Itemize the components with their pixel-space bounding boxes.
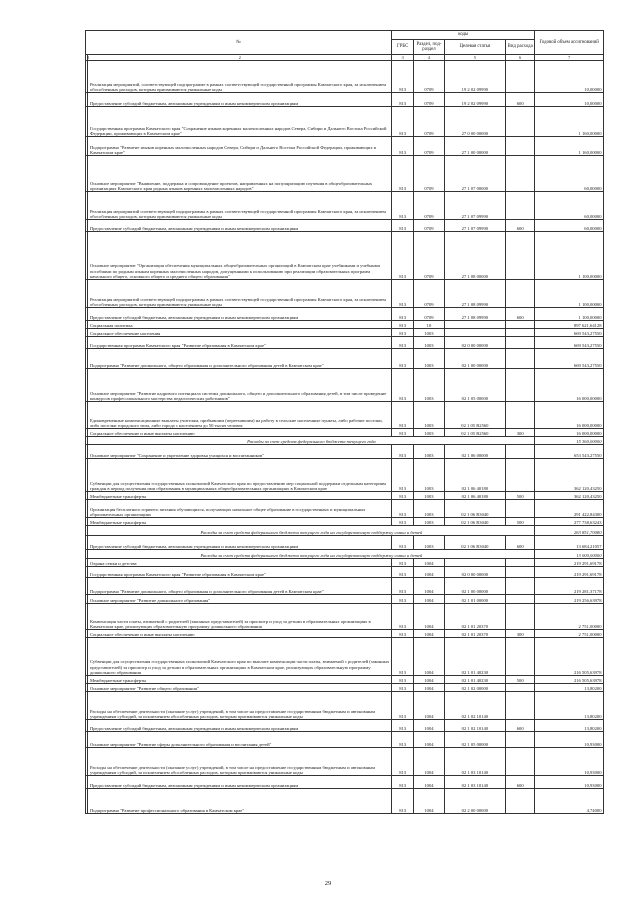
kind-cell xyxy=(505,349,534,369)
item-name: Социальное обеспечение и иные выплаты населению xyxy=(88,630,392,638)
item-name: Реализация мероприятий, соответствующей подпрограмме в рамках соответствующей государственной программы Камчатского края, за исключением обособленных расходов, которым присваиваются уникальные коды xyxy=(88,61,392,93)
amount-cell: 669 543,27550 xyxy=(535,329,604,337)
target-cell: 02 2 00 00000 xyxy=(444,789,505,814)
section-cell: 0709 xyxy=(414,156,445,192)
section-cell: 1004 xyxy=(414,638,445,676)
target-cell: 02 1 01 40230 xyxy=(444,676,505,684)
note-text: Расходы за счет средств федерального бюджета текущего года на государственную поддержку семьи и детей xyxy=(88,550,535,559)
table-note-row xyxy=(86,550,604,559)
grbs-cell: 813 xyxy=(392,604,414,630)
amount-cell: 16 000,00000 xyxy=(535,402,604,429)
amount-cell: 1 160,00000 xyxy=(535,137,604,156)
table-row xyxy=(86,445,604,459)
item-name: Межбюджетные трансферты xyxy=(88,492,392,500)
amount-cell: 13,80200 xyxy=(535,684,604,692)
header-kind: Вид расхода xyxy=(505,40,534,55)
table-row xyxy=(86,137,604,156)
kind-cell xyxy=(505,61,534,93)
item-name: Реализация мероприятий соответствующей подпрограммы в рамках соответствующей государственной программы Камчатского края, за исключением обособленных расходов, которым присваиваются уникальные коды xyxy=(88,192,392,220)
grbs-cell: 813 xyxy=(392,61,414,93)
table-row xyxy=(86,232,604,280)
target-cell: 02 1 02 00000 xyxy=(444,684,505,692)
section-cell: 1004 xyxy=(414,604,445,630)
kind-cell xyxy=(505,692,534,720)
section-cell: 0709 xyxy=(414,61,445,93)
amount-cell: 16 000,00000 xyxy=(535,429,604,437)
table-row xyxy=(86,492,604,500)
grbs-cell: 813 xyxy=(392,638,414,676)
item-name: Основное мероприятие "Развитие дошкольного образования" xyxy=(88,595,392,604)
kind-cell: 600 xyxy=(505,93,534,107)
item-name: Предоставление субсидий бюджетным, автономным учреждениям и иным некоммерческим организациям xyxy=(88,220,392,232)
target-cell xyxy=(444,321,505,329)
target-cell: 27 0 00 00000 xyxy=(444,107,505,137)
grbs-cell: 813 xyxy=(392,789,414,814)
table-header xyxy=(86,31,604,61)
item-name: Предоставление субсидий бюджетным, автономным учреждениям и иным некоммерческим организациям xyxy=(88,720,392,732)
item-name: Межбюджетные трансферты xyxy=(88,518,392,526)
section-cell: 0709 xyxy=(414,308,445,321)
table-row xyxy=(86,107,604,137)
grbs-cell: 813 xyxy=(392,192,414,220)
table-row xyxy=(86,789,604,814)
section-cell: 0709 xyxy=(414,280,445,308)
page-number: 29 xyxy=(324,880,332,887)
header-grbs: ГРБС xyxy=(392,40,414,55)
item-name: Единовременные компенсационные выплаты учителям, прибывшим (переехавшим) на работу в сельские населенные пункты, либо рабочие поселки, либо поселки городского типа, либо города с населением до 50 тысяч человек xyxy=(88,402,392,429)
amount-cell: 13 684,21057 xyxy=(535,536,604,550)
table-row xyxy=(86,692,604,720)
item-name: Предоставление субсидий бюджетным, автономным учреждениям и иным некоммерческим организациям xyxy=(88,93,392,107)
header-codes: коды xyxy=(392,31,535,40)
item-name: Предоставление субсидий бюджетным, автономным учреждениям и иным некоммерческим организациям xyxy=(88,776,392,789)
table-row xyxy=(86,349,604,369)
item-name: Компенсация части платы, взимаемой с родителей (законных представителей) за присмотр и уход за детьми в образовательных организациях в Камчатском крае, реализующих образовательную программу дошкольного образования xyxy=(88,604,392,630)
table-note-row xyxy=(86,526,604,536)
kind-cell: 600 xyxy=(505,536,534,550)
section-cell: 1003 xyxy=(414,429,445,437)
table-row xyxy=(86,720,604,732)
kind-cell xyxy=(505,748,534,776)
kind-cell: 600 xyxy=(505,308,534,321)
table-row xyxy=(86,308,604,321)
amount-cell: 362 120,43250 xyxy=(535,492,604,500)
note-text: Расходы за счет средств федерального бюджета текущего года на государственную поддержку семьи и детей xyxy=(88,526,535,536)
amount-cell: 362 120,43250 xyxy=(535,459,604,492)
item-name: Подпрограмма "Развитие дошкольного, общего образования и дополнительного образования детей в Камчатском крае" xyxy=(88,578,392,595)
amount-cell: 15 360,00000 xyxy=(535,437,604,445)
column-number: 7 xyxy=(535,55,604,61)
table-row xyxy=(86,748,604,776)
item-name: Подпрограмма "Развитие языков коренных малочисленных народов Севера, Сибири и Дальнего Востока Российской Федерации, проживающих в Камчатском крае" xyxy=(88,137,392,156)
table-row xyxy=(86,192,604,220)
column-number: 6 xyxy=(505,55,534,61)
grbs-cell: 813 xyxy=(392,369,414,402)
item-name: Основное мероприятие "Развитие общего образования" xyxy=(88,684,392,692)
grbs-cell: 813 xyxy=(392,220,414,232)
item-name: Субвенции для осуществления государственных полномочий Камчатского края по предоставлению мер социальной поддержки отдельным категориям граждан в период получения ими образования в муниципальных общеобразовательных организациях в Камчатском крае xyxy=(88,459,392,492)
table-row xyxy=(86,369,604,402)
amount-cell: 13,80200 xyxy=(535,692,604,720)
kind-cell xyxy=(505,369,534,402)
table-row xyxy=(86,220,604,232)
target-cell: 02 1 03 10140 xyxy=(444,776,505,789)
amount-cell: 291 422,84300 xyxy=(535,500,604,518)
kind-cell: 300 xyxy=(505,429,534,437)
item-name: Охрана семьи и детства xyxy=(88,559,392,567)
header-section: Раздел, под-раздел xyxy=(414,40,445,55)
section-cell: 1004 xyxy=(414,567,445,578)
item-name: Предоставление субсидий бюджетным, автономным учреждениям и иным некоммерческим организациям xyxy=(88,536,392,550)
amount-cell: 219 291,69178 xyxy=(535,559,604,567)
item-name: Расходы на обеспечение деятельности (оказание услуг) учреждений, в том числе на предоставление государственным бюджетным и автономным учреждениям субсидий, за исключением обособленных расходов, которым присваиваются уникальные коды xyxy=(88,748,392,776)
grbs-cell: 813 xyxy=(392,518,414,526)
amount-cell: 669 543,27550 xyxy=(535,349,604,369)
grbs-cell: 813 xyxy=(392,595,414,604)
item-name: Основное мероприятие "Сохранение и укрепление здоровья учащихся и воспитанников" xyxy=(88,445,392,459)
target-cell: 02 1 06 R3040 xyxy=(444,500,505,518)
grbs-cell: 813 xyxy=(392,732,414,748)
kind-cell xyxy=(505,567,534,578)
section-cell: 1004 xyxy=(414,776,445,789)
header-target: Целевая статья xyxy=(444,40,505,55)
amount-cell: 1 160,00000 xyxy=(535,107,604,137)
table-row xyxy=(86,630,604,638)
grbs-cell: 813 xyxy=(392,567,414,578)
grbs-cell: 813 xyxy=(392,720,414,732)
target-cell: 02 1 06 00000 xyxy=(444,445,505,459)
table-row xyxy=(86,61,604,93)
amount-cell: 10,93000 xyxy=(535,776,604,789)
grbs-cell: 813 xyxy=(392,280,414,308)
kind-cell xyxy=(505,595,534,604)
amount-cell: 1 100,00000 xyxy=(535,232,604,280)
grbs-cell: 813 xyxy=(392,500,414,518)
amount-cell: 216 505,63978 xyxy=(535,638,604,676)
table-row xyxy=(86,280,604,308)
kind-cell: 500 xyxy=(505,676,534,684)
table-row xyxy=(86,638,604,676)
kind-cell: 600 xyxy=(505,220,534,232)
target-cell: 27 1 07 09990 xyxy=(444,192,505,220)
section-cell: 1004 xyxy=(414,630,445,638)
target-cell xyxy=(444,329,505,337)
section-cell: 1003 xyxy=(414,349,445,369)
section-cell: 1003 xyxy=(414,337,445,349)
target-cell: 27 1 08 00000 xyxy=(444,232,505,280)
item-name: Основное мероприятие "Развитие сферы дополнительного образования и воспитания детей" xyxy=(88,732,392,748)
target-cell: 02 1 06 R3040 xyxy=(444,518,505,526)
target-cell: 02 1 06 40180 xyxy=(444,459,505,492)
kind-cell xyxy=(505,107,534,137)
column-number: 4 xyxy=(414,55,445,61)
target-cell: 02 1 01 20370 xyxy=(444,604,505,630)
section-cell: 1004 xyxy=(414,578,445,595)
column-number: 3 xyxy=(392,55,414,61)
target-cell: 02 1 05 R2560 xyxy=(444,402,505,429)
section-cell: 1003 xyxy=(414,329,445,337)
table-row xyxy=(86,676,604,684)
section-cell: 1004 xyxy=(414,789,445,814)
table-row xyxy=(86,500,604,518)
grbs-cell: 813 xyxy=(392,232,414,280)
item-name: Реализация мероприятий соответствующей подпрограммы в рамках соответствующей государственной программы Камчатского края, за исключением обособленных расходов, которым присваиваются уникальные коды xyxy=(88,280,392,308)
amount-cell: 2 751,00000 xyxy=(535,604,604,630)
table-row xyxy=(86,684,604,692)
target-cell: 02 1 01 00000 xyxy=(444,595,505,604)
target-cell: 27 1 08 09990 xyxy=(444,308,505,321)
table-row xyxy=(86,518,604,526)
section-cell: 1004 xyxy=(414,692,445,720)
target-cell: 02 1 02 10140 xyxy=(444,720,505,732)
section-cell: 0709 xyxy=(414,232,445,280)
table-row xyxy=(86,559,604,567)
section-cell: 0709 xyxy=(414,220,445,232)
column-number: 1 xyxy=(87,55,90,60)
table-row xyxy=(86,604,604,630)
table-row xyxy=(86,459,604,492)
item-name: Социальное обеспечение и иные выплаты населению xyxy=(88,429,392,437)
kind-cell xyxy=(505,156,534,192)
item-name: Основное мероприятие "Организация обеспечения муниципальных общеобразовательных организаций в Камчатском крае учебниками и учебными пособиями по родным языкам коренных малочисленных народов, допущенными к использованию при реализации образовательных программ начального общего, основного общего и среднего общего образования" xyxy=(88,232,392,280)
kind-cell xyxy=(505,321,534,329)
target-cell: 02 1 05 00000 xyxy=(444,369,505,402)
item-name: Государственная программа Камчатского края "Сохранение языков коренных малочисленных народов Севера, Сибири и Дальнего Востока Российской Федерации, проживающих в Камчатском крае" xyxy=(88,107,392,137)
item-name: Межбюджетные трансферты xyxy=(88,676,392,684)
amount-cell: 16 000,00000 xyxy=(535,369,604,402)
grbs-cell: 813 xyxy=(392,137,414,156)
table-row xyxy=(86,776,604,789)
amount-cell: 1 100,00000 xyxy=(535,280,604,308)
table-note-row xyxy=(86,437,604,445)
amount-cell: 1 100,00000 xyxy=(535,308,604,321)
grbs-cell: 813 xyxy=(392,329,414,337)
kind-cell xyxy=(505,684,534,692)
kind-cell xyxy=(505,280,534,308)
kind-cell xyxy=(505,604,534,630)
target-cell: 02 1 01 20370 xyxy=(444,630,505,638)
header-num: № xyxy=(86,31,392,55)
grbs-cell: 813 xyxy=(392,107,414,137)
target-cell: 27 1 07 09990 xyxy=(444,220,505,232)
item-name: Социальная политика xyxy=(88,321,392,329)
table-row xyxy=(86,156,604,192)
section-cell: 0709 xyxy=(414,137,445,156)
column-number: 5 xyxy=(444,55,505,61)
header-amount: Годовой объем ассигнований xyxy=(535,31,604,55)
grbs-cell: 813 xyxy=(392,748,414,776)
kind-cell xyxy=(505,192,534,220)
section-cell: 1003 xyxy=(414,536,445,550)
amount-cell: 219 281,37178 xyxy=(535,578,604,595)
item-name: Основное мероприятие "Выявление, поддержка и сопровождение проектов, направленных на популяризацию изучения в общеобразовательных организациях Камчатского края родных языков коренных малочисленных народов" xyxy=(88,156,392,192)
target-cell: 19 2 02 09990 xyxy=(444,93,505,107)
target-cell: 27 1 00 00000 xyxy=(444,137,505,156)
table-row xyxy=(86,429,604,437)
kind-cell xyxy=(505,402,534,429)
kind-cell xyxy=(505,732,534,748)
target-cell: 27 1 07 00000 xyxy=(444,156,505,192)
section-cell: 1003 xyxy=(414,500,445,518)
item-name: Государственная программа Камчатского края "Развитие образования в Камчатском крае" xyxy=(88,567,392,578)
target-cell: 02 1 03 10140 xyxy=(444,748,505,776)
amount-cell: 4,74000 xyxy=(535,789,604,814)
table-row xyxy=(86,321,604,329)
kind-cell xyxy=(505,789,534,814)
grbs-cell: 813 xyxy=(392,337,414,349)
section-cell: 1003 xyxy=(414,492,445,500)
section-cell: 10 xyxy=(414,321,445,329)
amount-cell: 653 543,27550 xyxy=(535,445,604,459)
amount-cell: 60,00000 xyxy=(535,192,604,220)
target-cell: 02 1 06 R3040 xyxy=(444,536,505,550)
target-cell: 02 0 00 00000 xyxy=(444,567,505,578)
table-row xyxy=(86,578,604,595)
grbs-cell: 813 xyxy=(392,692,414,720)
grbs-cell: 813 xyxy=(392,321,414,329)
grbs-cell: 813 xyxy=(392,349,414,369)
grbs-cell: 813 xyxy=(392,776,414,789)
kind-cell xyxy=(505,445,534,459)
table-row xyxy=(86,337,604,349)
item-name: Подпрограмма "Развитие дошкольного, общего образования и дополнительного образования детей в Камчатском крае" xyxy=(88,349,392,369)
section-cell: 1003 xyxy=(414,402,445,429)
table-row xyxy=(86,595,604,604)
table-row xyxy=(86,402,604,429)
target-cell: 02 1 01 40230 xyxy=(444,638,505,676)
target-cell: 02 1 05 00000 xyxy=(444,732,505,748)
amount-cell: 10,93000 xyxy=(535,748,604,776)
item-name: Основное мероприятие "Развитие кадрового потенциала системы дошкольного, общего и дополнительного образования детей, в том числе проведение конкурсов профессионального мастерства педагогических работников" xyxy=(88,369,392,402)
section-cell: 1003 xyxy=(414,459,445,492)
budget-table xyxy=(85,30,604,814)
target-cell: 02 1 05 R2560 xyxy=(444,429,505,437)
target-cell: 02 1 06 40180 xyxy=(444,492,505,500)
target-cell xyxy=(444,559,505,567)
target-cell: 02 1 00 00000 xyxy=(444,349,505,369)
amount-cell: 60,00000 xyxy=(535,156,604,192)
grbs-cell: 813 xyxy=(392,429,414,437)
grbs-cell: 813 xyxy=(392,445,414,459)
table-row xyxy=(86,93,604,107)
amount-cell: 277 738,63243 xyxy=(535,518,604,526)
section-cell: 1004 xyxy=(414,732,445,748)
target-cell: 02 0 00 00000 xyxy=(444,337,505,349)
kind-cell xyxy=(505,500,534,518)
grbs-cell: 813 xyxy=(392,578,414,595)
grbs-cell: 813 xyxy=(392,676,414,684)
amount-cell: 10,93000 xyxy=(535,732,604,748)
kind-cell xyxy=(505,137,534,156)
amount-cell: 219 291,69178 xyxy=(535,567,604,578)
section-cell: 1004 xyxy=(414,720,445,732)
amount-cell: 263 851,70080 xyxy=(535,526,604,536)
amount-cell: 13,80200 xyxy=(535,720,604,732)
table-row xyxy=(86,536,604,550)
grbs-cell: 813 xyxy=(392,492,414,500)
item-name: Государственная программа Камчатского края "Развитие образования в Камчатском крае" xyxy=(88,337,392,349)
grbs-cell: 813 xyxy=(392,630,414,638)
grbs-cell: 813 xyxy=(392,156,414,192)
amount-cell: 10,00000 xyxy=(535,61,604,93)
section-cell: 0709 xyxy=(414,192,445,220)
item-name: Субвенции для осуществления государственных полномочий Камчатского края по выплате компенсации части платы, взимаемой с родителей (законных представителей) за присмотр и уход за детьми в образовательных организациях в Камчатском крае, реализующих образовательную программу дошкольного образования xyxy=(88,638,392,676)
table-row xyxy=(86,329,604,337)
kind-cell: 500 xyxy=(505,492,534,500)
amount-cell: 60,00000 xyxy=(535,220,604,232)
table-row xyxy=(86,732,604,748)
section-cell: 0709 xyxy=(414,107,445,137)
grbs-cell: 813 xyxy=(392,308,414,321)
table-body xyxy=(86,61,604,814)
amount-cell: 2 751,00000 xyxy=(535,630,604,638)
item-name: Предоставление субсидий бюджетным, автономным учреждениям и иным некоммерческим организациям xyxy=(88,308,392,321)
kind-cell: 600 xyxy=(505,720,534,732)
target-cell: 27 1 08 09990 xyxy=(444,280,505,308)
grbs-cell: 813 xyxy=(392,402,414,429)
item-name: Расходы на обеспечение деятельности (оказание услуг) учреждений, в том числе на предоставление государственным бюджетным и автономным учреждениям субсидий, за исключением обособленных расходов, которым присваиваются уникальные коды xyxy=(88,692,392,720)
kind-cell xyxy=(505,559,534,567)
section-cell: 1004 xyxy=(414,684,445,692)
grbs-cell: 813 xyxy=(392,93,414,107)
amount-cell: 10,00000 xyxy=(535,93,604,107)
section-cell: 1004 xyxy=(414,595,445,604)
kind-cell xyxy=(505,337,534,349)
amount-cell: 219 256,63978 xyxy=(535,595,604,604)
grbs-cell: 813 xyxy=(392,459,414,492)
amount-cell: 216 505,63978 xyxy=(535,676,604,684)
section-cell: 1004 xyxy=(414,559,445,567)
table-row xyxy=(86,567,604,578)
column-number: 2 xyxy=(88,55,392,61)
kind-cell xyxy=(505,638,534,676)
target-cell: 02 1 00 00000 xyxy=(444,578,505,595)
section-cell: 1004 xyxy=(414,676,445,684)
item-name: Подпрограмма "Развитие профессионального образования в Камчатском крае" xyxy=(88,789,392,814)
section-cell: 1004 xyxy=(414,748,445,776)
amount-cell: 13 000,00000 xyxy=(535,550,604,559)
item-name: Социальное обеспечение населения xyxy=(88,329,392,337)
kind-cell xyxy=(505,232,534,280)
kind-cell xyxy=(505,578,534,595)
kind-cell: 600 xyxy=(505,776,534,789)
section-cell: 0709 xyxy=(414,93,445,107)
section-cell: 1003 xyxy=(414,518,445,526)
amount-cell: 897 621,64128 xyxy=(535,321,604,329)
amount-cell: 669 543,27550 xyxy=(535,337,604,349)
grbs-cell: 813 xyxy=(392,559,414,567)
section-cell: 1003 xyxy=(414,369,445,402)
kind-cell: 300 xyxy=(505,630,534,638)
target-cell: 02 1 02 10140 xyxy=(444,692,505,720)
grbs-cell: 813 xyxy=(392,536,414,550)
kind-cell xyxy=(505,329,534,337)
note-text: Расходы за счет средств федерального бюджета текущего года xyxy=(88,437,535,445)
section-cell: 1003 xyxy=(414,445,445,459)
item-name: Организация бесплатного горячего питания обучающихся, получающих начальное общее образование в государственных и муниципальных образовательных организациях xyxy=(88,500,392,518)
grbs-cell: 813 xyxy=(392,684,414,692)
kind-cell: 500 xyxy=(505,518,534,526)
kind-cell xyxy=(505,459,534,492)
target-cell: 19 2 02 09990 xyxy=(444,61,505,93)
